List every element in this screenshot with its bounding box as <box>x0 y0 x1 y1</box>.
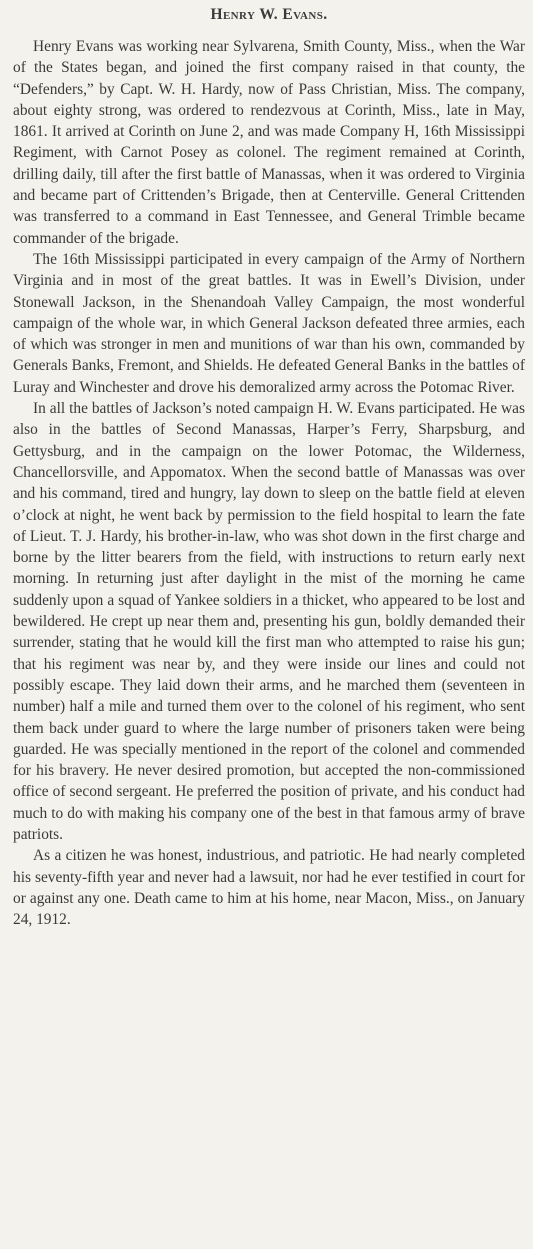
paragraph-regiment-campaigns: The 16th Mississippi participated in every campaign of the Army of Northern Virginia and in most of the great battles. It was in Ewell’s Division, under Stonewall Jackson, in the Shenandoah Valley Campaign, the most wonderful campaign of the whole war, in which General Jackson defeated three armies, each of which was stronger in men and munitions of war than his own, commanded by Generals Banks, Fremont, and Shields. He defeated General Banks in the battles of Luray and Winchester and drove his demoralized army across the Potomac River. <box>13 250 525 396</box>
page-title: Henry W. Evans. <box>210 6 328 23</box>
paragraph-citizen-and-death: As a citizen he was honest, industrious, and patriotic. He had nearly completed his seventy-fifth year and never had a lawsuit, nor had he ever testified in court for or against any one. Death came to him at his home, near Macon, Miss., on January 24, 1912. <box>13 847 525 929</box>
paragraph-battles-and-capture: In all the battles of Jackson’s noted campaign H. W. Evans participated. He was also in the battles of Second Manassas, Harper’s Ferry, Sharpsburg, and Gettysburg, and in the campaign on the lower Potomac, the Wilderness, Chancellorsville, and Appomatox. When the second battle of Manassas was over and his command, tired and hungry, lay down to sleep on the battle field at eleven o’clock at night, he went back by permission to the field hospital to learn the fate of Lieut. T. J. Hardy, his brother-in-law, who was shot down in the first charge and borne by the litter bearers from the field, with instructions to return early next morning. In returning just after daylight in the mist of the morning he came suddenly upon a squad of Yankee soldiers in a thicket, who appeared to be lost and bewildered. He crept up near them and, presenting his gun, boldly demanded their surrender, stating that he would kill the first man who attempted to raise his gun; that his regiment was near by, and they were inside our lines and could not possibly escape. They laid down their arms, and he marched them (seventeen in number) half a mile and turned them over to the colonel of his regiment, who sent them back under guard to where the large number of prisoners taken were being guarded. He was specially mentioned in the report of the colonel and commended for his bravery. He never desired promotion, but accepted the non-commissioned office of second sergeant. He preferred the position of private, and his conduct had much to do with making his company one of the best in that famous army of brave patriots. <box>13 400 525 843</box>
paragraph-enlistment: Henry Evans was working near Sylvarena, Smith County, Miss., when the War of the States began, and joined the first company raised in that county, the “Defenders,” by Capt. W. H. Hardy, now of Pass Christian, Miss. The company, about eighty strong, was ordered to rendezvous at Corinth, Miss., late in May, 1861. It arrived at Corinth on June 2, and was made Company H, 16th Mississippi Regiment, with Carnot Posey as colonel. The regiment remained at Corinth, drilling daily, till after the first battle of Manassas, when it was ordered to Virginia and became part of Crittenden’s Brigade, then at Centerville. General Crittenden was transferred to a command in East Tennessee, and General Trimble became commander of the brigade. <box>13 38 525 247</box>
